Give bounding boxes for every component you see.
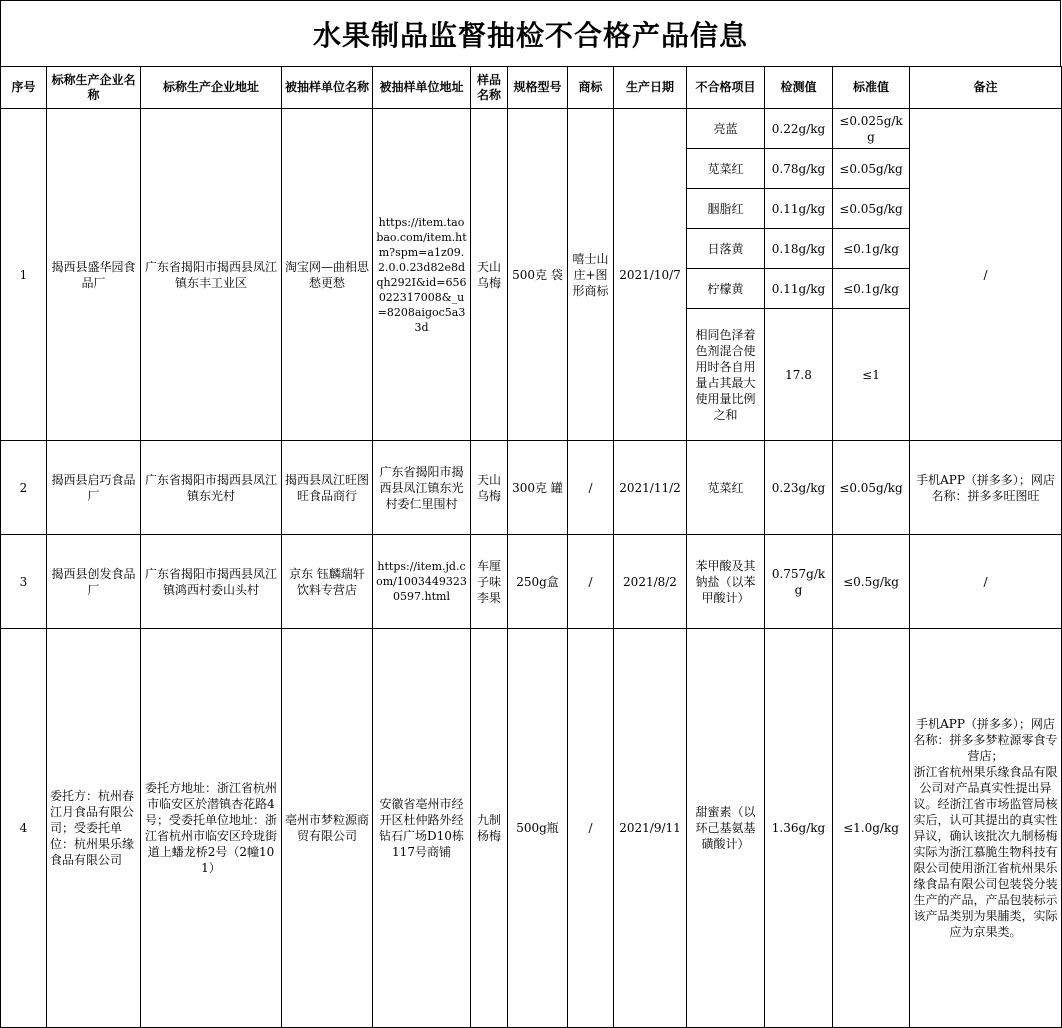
cell-result: 0.78g/kg (765, 149, 833, 189)
cell-standard: ≤1.0g/kg (833, 629, 910, 1028)
header-sampled-addr: 被抽样单位地址 (373, 67, 471, 109)
cell-item: 甜蜜素（以环己基氨基磺酸计） (687, 629, 765, 1028)
header-row (1, 67, 1062, 109)
cell-standard: ≤0.05g/kg (833, 149, 910, 189)
table-row (1, 535, 1062, 629)
cell-item: 苋菜红 (687, 149, 765, 189)
cell-no: 2 (1, 441, 47, 535)
cell-mfr-name: 揭西县创发食品厂 (47, 535, 141, 629)
header-brand: 商标 (568, 67, 614, 109)
cell-brand: / (568, 535, 614, 629)
table-row (1, 441, 1062, 535)
cell-mfr-addr: 委托方地址：浙江省杭州市临安区於潜镇杏花路4号；受委托单位地址：浙江省杭州市临安区玲珑街道上蟠龙桥2号（2幢101） (141, 629, 282, 1028)
cell-standard: ≤0.05g/kg (833, 189, 910, 229)
cell-result: 17.8 (765, 309, 833, 441)
cell-product: 天山乌梅 (471, 109, 508, 441)
cell-standard: ≤0.1g/kg (833, 229, 910, 269)
cell-spec: 500克 袋 (508, 109, 568, 441)
cell-product: 天山乌梅 (471, 441, 508, 535)
cell-standard: ≤0.05g/kg (833, 441, 910, 535)
header-result: 检测值 (765, 67, 833, 109)
cell-item: 相同色泽着色剂混合使用时各自用量占其最大使用量比例之和 (687, 309, 765, 441)
cell-remark: / (910, 109, 1062, 441)
header-spec: 规格型号 (508, 67, 568, 109)
cell-sampled-addr: https://item.taobao.com/item.htm?spm=a1z09.2.0.0.23d82e8dqh292I&id=656022317008&_u=8208aigoc5a33d (373, 109, 471, 441)
inspection-table (0, 66, 1062, 1028)
cell-item: 胭脂红 (687, 189, 765, 229)
cell-standard: ≤0.1g/kg (833, 269, 910, 309)
cell-result: 0.757g/kg (765, 535, 833, 629)
cell-item: 日落黄 (687, 229, 765, 269)
cell-sampled-name: 亳州市梦粒源商贸有限公司 (282, 629, 373, 1028)
table-row (1, 629, 1062, 1028)
cell-mfr-addr: 广东省揭阳市揭西县凤江镇鸿西村委山头村 (141, 535, 282, 629)
cell-item: 柠檬黄 (687, 269, 765, 309)
header-item: 不合格项目 (687, 67, 765, 109)
cell-mfr-name: 揭西县盛华园食品厂 (47, 109, 141, 441)
cell-date: 2021/9/11 (614, 629, 687, 1028)
cell-remark: 手机APP（拼多多）；网店名称：拼多多梦粒源零食专营店； 浙江省杭州果乐缘食品有限公司对产品真实性提出异议。经浙江省市场监管局核实后，认可其提出的真实性异议，确认该批次九制杨梅实际为浙江慕脆生物科技有限公司使用浙江省杭州果乐缘食品有限公司包装袋分装生产的产品，产品包装标示该产品类别为果脯类，实际应为京果类。 (910, 629, 1062, 1028)
cell-no: 1 (1, 109, 47, 441)
cell-brand: / (568, 441, 614, 535)
cell-date: 2021/8/2 (614, 535, 687, 629)
cell-standard: ≤1 (833, 309, 910, 441)
cell-mfr-name: 揭西县启巧食品厂 (47, 441, 141, 535)
cell-spec: 500g瓶 (508, 629, 568, 1028)
cell-result: 0.22g/kg (765, 109, 833, 149)
cell-item: 苋菜红 (687, 441, 765, 535)
header-product: 样品名称 (471, 67, 508, 109)
cell-item: 苯甲酸及其钠盐（以苯甲酸计） (687, 535, 765, 629)
cell-date: 2021/10/7 (614, 109, 687, 441)
cell-sampled-addr: 广东省揭阳市揭西县凤江镇东光村委仁里围村 (373, 441, 471, 535)
header-sampled-name: 被抽样单位名称 (282, 67, 373, 109)
header-no: 序号 (1, 67, 47, 109)
cell-mfr-addr: 广东省揭阳市揭西县凤江镇东光村 (141, 441, 282, 535)
cell-item: 亮蓝 (687, 109, 765, 149)
cell-mfr-name: 委托方：杭州春江月食品有限公司；受委托单位：杭州果乐缘食品有限公司 (47, 629, 141, 1028)
cell-remark: 手机APP（拼多多）；网店名称：拼多多旺图旺 (910, 441, 1062, 535)
cell-date: 2021/11/2 (614, 441, 687, 535)
cell-spec: 250g盒 (508, 535, 568, 629)
cell-result: 0.11g/kg (765, 189, 833, 229)
header-remark: 备注 (910, 67, 1062, 109)
cell-sampled-addr: 安徽省亳州市经开区杜仲路外经钻石广场D10栋117号商铺 (373, 629, 471, 1028)
cell-result: 1.36g/kg (765, 629, 833, 1028)
cell-result: 0.18g/kg (765, 229, 833, 269)
cell-product: 车厘子味李果 (471, 535, 508, 629)
cell-mfr-addr: 广东省揭阳市揭西县凤江镇东丰工业区 (141, 109, 282, 441)
cell-brand: / (568, 629, 614, 1028)
cell-no: 4 (1, 629, 47, 1028)
document-title: 水果制品监督抽检不合格产品信息 (0, 0, 1061, 66)
header-mfr-addr: 标称生产企业地址 (141, 67, 282, 109)
table-row (1, 109, 1062, 149)
cell-spec: 300克 罐 (508, 441, 568, 535)
header-standard: 标准值 (833, 67, 910, 109)
cell-result: 0.11g/kg (765, 269, 833, 309)
cell-result: 0.23g/kg (765, 441, 833, 535)
cell-sampled-name: 揭西县凤江旺图旺食品商行 (282, 441, 373, 535)
cell-sampled-name: 京东 钰麟瑞轩饮料专营店 (282, 535, 373, 629)
header-mfr-name: 标称生产企业名称 (47, 67, 141, 109)
cell-product: 九制杨梅 (471, 629, 508, 1028)
cell-standard: ≤0.5g/kg (833, 535, 910, 629)
header-date: 生产日期 (614, 67, 687, 109)
cell-brand: 嘻士山庄+图形商标 (568, 109, 614, 441)
cell-remark: / (910, 535, 1062, 629)
cell-sampled-name: 淘宝网—曲相思愁更愁 (282, 109, 373, 441)
cell-no: 3 (1, 535, 47, 629)
cell-standard: ≤0.025g/kg (833, 109, 910, 149)
cell-sampled-addr: https://item.jd.com/10034493230597.html (373, 535, 471, 629)
